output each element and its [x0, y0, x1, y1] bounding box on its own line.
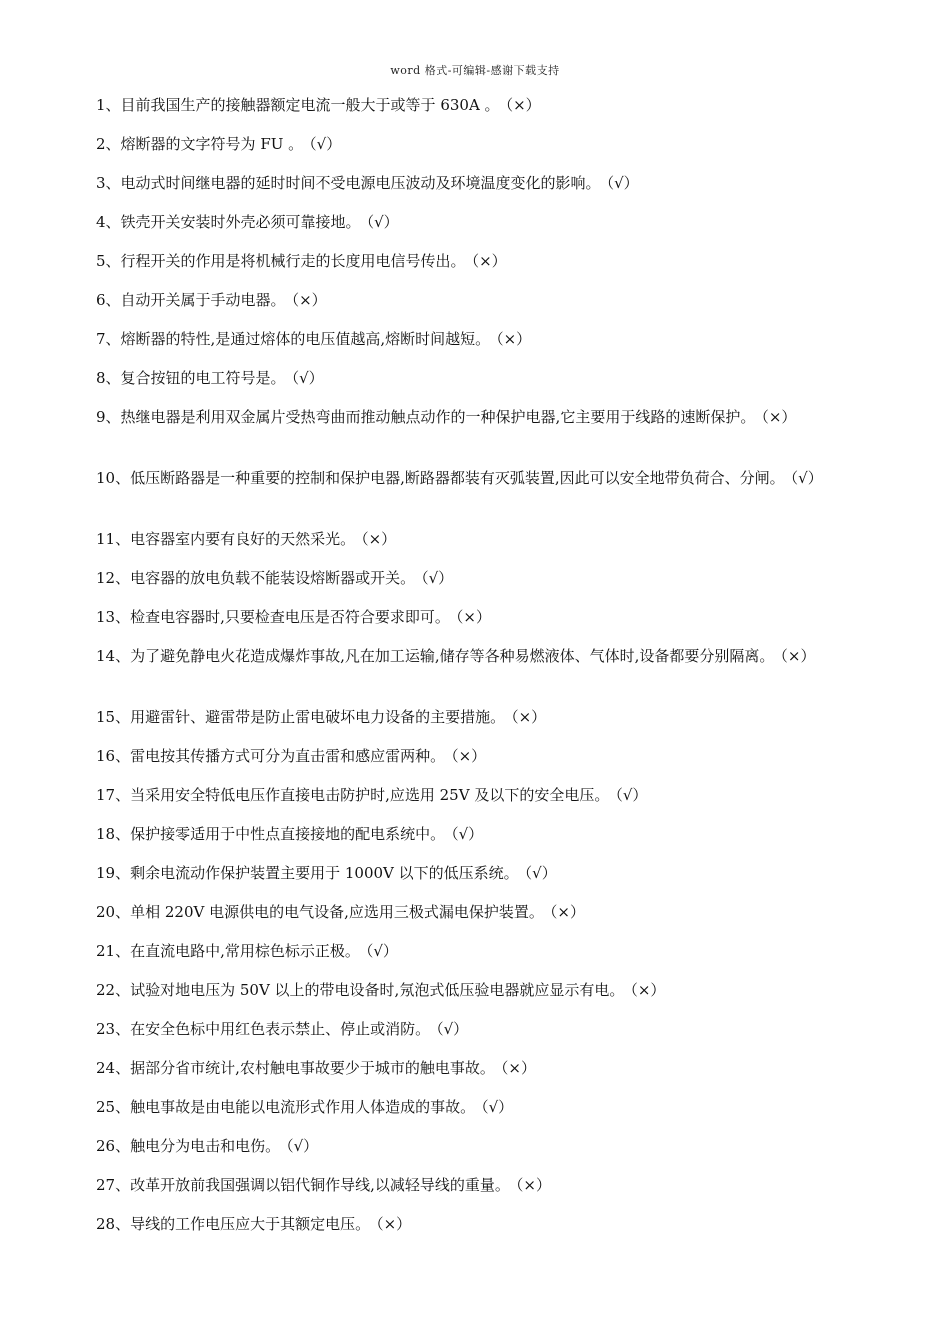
item-text-container	[130, 528, 876, 567]
item-text: 改革开放前我国强调以铝代铜作导线,以减轻导线的重量。	[130, 1176, 510, 1194]
item-text: 在安全色标中用红色表示禁止、停止或消防。	[130, 1020, 431, 1038]
answer-mark: （×）	[761, 408, 797, 426]
list-item	[96, 901, 876, 940]
list-item	[96, 1135, 876, 1174]
list-item	[96, 94, 876, 133]
list-item	[96, 1096, 876, 1135]
item-text-container	[121, 211, 876, 250]
item-text: 电容器的放电负载不能装设熔断器或开关。	[130, 569, 416, 587]
list-item	[96, 1174, 876, 1213]
item-text: 热继电器是利用双金属片受热弯曲而推动触点动作的一种保护电器,它主要用于线路的速断保护。	[120, 408, 756, 426]
list-item	[96, 940, 876, 979]
item-text-container	[121, 406, 876, 467]
answer-mark: （√）	[524, 864, 557, 882]
item-number: 15、	[96, 708, 131, 726]
item-text: 触电分为电击和电伤。	[130, 1137, 281, 1155]
list-item	[96, 979, 876, 1018]
item-text-container	[130, 862, 876, 901]
item-text: 试验对地电压为 50V 以上的带电设备时,氖泡式低压验电器就应显示有电。	[130, 981, 625, 999]
item-text-container	[130, 1096, 876, 1135]
answer-mark: （√）	[481, 1098, 514, 1116]
item-text-container	[130, 1057, 876, 1096]
item-number: 8、	[96, 369, 121, 387]
answer-mark: （×）	[780, 647, 816, 665]
answer-mark: （×）	[505, 96, 541, 114]
item-text-container	[121, 172, 876, 211]
list-item	[96, 250, 876, 289]
page-header: word 格式-可编辑-感谢下载支持	[390, 64, 560, 77]
list-item	[96, 528, 876, 567]
item-text-container	[130, 467, 876, 528]
answer-mark: （×）	[361, 530, 397, 548]
list-item	[96, 706, 876, 745]
item-text: 自动开关属于手动电器。	[120, 291, 286, 309]
item-text: 触电事故是由电能以电流形式作用人体造成的事故。	[130, 1098, 476, 1116]
item-number: 4、	[96, 213, 121, 231]
item-text: 铁壳开关安装时外壳必须可靠接地。	[120, 213, 361, 231]
item-text: 熔断器的特性,是通过熔体的电压值越高,熔断时间越短。	[120, 330, 491, 348]
item-text: 行程开关的作用是将机械行走的长度用电信号传出。	[120, 252, 466, 270]
item-number: 6、	[96, 291, 121, 309]
item-text: 电动式时间继电器的延时时间不受电源电压波动及环境温度变化的影响。	[120, 174, 601, 192]
answer-mark: （×）	[291, 291, 327, 309]
list-item	[96, 467, 876, 528]
item-number: 11、	[96, 530, 131, 548]
list-item	[96, 745, 876, 784]
item-text-container	[130, 901, 876, 940]
item-text: 熔断器的文字符号为 FU 。	[120, 135, 304, 153]
item-number: 22、	[96, 981, 131, 999]
item-text: 导线的工作电压应大于其额定电压。	[130, 1215, 371, 1233]
answer-mark: （√）	[309, 135, 342, 153]
item-text: 检查电容器时,只要检查电压是否符合要求即可。	[130, 608, 450, 626]
answer-mark: （√）	[436, 1020, 469, 1038]
item-text: 雷电按其传播方式可分为直击雷和感应雷两种。	[130, 747, 446, 765]
answer-mark: （√）	[286, 1137, 319, 1155]
list-item	[96, 406, 876, 467]
item-number: 3、	[96, 174, 121, 192]
item-number: 12、	[96, 569, 131, 587]
item-number: 24、	[96, 1059, 131, 1077]
item-number: 16、	[96, 747, 131, 765]
item-text-container	[121, 133, 876, 172]
item-text-container	[121, 367, 876, 406]
item-text-container	[130, 784, 876, 823]
list-item	[96, 1018, 876, 1057]
list-item	[96, 862, 876, 901]
list-item	[96, 1213, 876, 1252]
answer-mark: （×）	[500, 1059, 536, 1077]
item-text-container	[130, 979, 876, 1018]
item-number: 23、	[96, 1020, 131, 1038]
item-number: 1、	[96, 96, 121, 114]
answer-mark: （×）	[496, 330, 532, 348]
answer-mark: （√）	[366, 213, 399, 231]
item-text: 低压断路器是一种重要的控制和保护电器,断路器都装有灭弧装置,因此可以安全地带负荷合、分闸。	[130, 469, 785, 487]
item-number: 7、	[96, 330, 121, 348]
answer-mark: （√）	[421, 569, 454, 587]
item-number: 25、	[96, 1098, 131, 1116]
item-text: 单相 220V 电源供电的电气设备,应选用三极式漏电保护装置。	[130, 903, 544, 921]
item-text-container	[130, 823, 876, 862]
item-text: 在直流电路中,常用棕色标示正极。	[130, 942, 360, 960]
item-text-container	[130, 606, 876, 645]
item-number: 2、	[96, 135, 121, 153]
list-item	[96, 784, 876, 823]
answer-mark: （×）	[471, 252, 507, 270]
item-text: 为了避免静电火花造成爆炸事故,凡在加工运输,储存等各种易燃液体、气体时,设备都要分别隔离。	[130, 647, 775, 665]
item-number: 17、	[96, 786, 131, 804]
answer-mark: （√）	[365, 942, 398, 960]
item-text-container	[121, 250, 876, 289]
answer-mark: （×）	[515, 1176, 551, 1194]
item-number: 14、	[96, 647, 131, 665]
item-text: 电容器室内要有良好的天然采光。	[130, 530, 356, 548]
list-item	[96, 1057, 876, 1096]
item-text-container	[130, 1174, 876, 1213]
answer-mark: （×）	[549, 903, 585, 921]
item-text: 据部分省市统计,农村触电事故要少于城市的触电事故。	[130, 1059, 495, 1077]
item-text-container	[130, 1018, 876, 1057]
item-number: 21、	[96, 942, 131, 960]
item-number: 13、	[96, 608, 131, 626]
answer-mark: （√）	[615, 786, 648, 804]
answer-mark: （×）	[376, 1215, 412, 1233]
item-text-container	[130, 940, 876, 979]
list-item	[96, 211, 876, 250]
item-text: 用避雷针、避雷带是防止雷电破坏电力设备的主要措施。	[130, 708, 506, 726]
answer-mark: （√）	[606, 174, 639, 192]
item-number: 18、	[96, 825, 131, 843]
item-number: 28、	[96, 1215, 131, 1233]
item-number: 20、	[96, 903, 131, 921]
item-text-container	[130, 1213, 876, 1252]
item-number: 19、	[96, 864, 131, 882]
item-text-container	[130, 745, 876, 784]
list-item	[96, 823, 876, 862]
list-item	[96, 606, 876, 645]
list-item	[96, 645, 876, 706]
answer-mark: （×）	[455, 608, 491, 626]
list-item	[96, 133, 876, 172]
item-text-container	[130, 567, 876, 606]
item-text-container	[130, 645, 876, 706]
item-text: 目前我国生产的接触器额定电流一般大于或等于 630A 。	[120, 96, 500, 114]
list-item	[96, 328, 876, 367]
item-text: 当采用安全特低电压作直接电击防护时,应选用 25V 及以下的安全电压。	[130, 786, 610, 804]
item-text-container	[121, 328, 876, 367]
item-text-container	[121, 289, 876, 328]
answer-mark: （√）	[451, 825, 484, 843]
item-text-container	[130, 1135, 876, 1174]
item-number: 10、	[96, 469, 131, 487]
question-list	[96, 94, 876, 1252]
item-text-container	[130, 706, 876, 745]
answer-mark: （×）	[451, 747, 487, 765]
list-item	[96, 567, 876, 606]
answer-mark: （×）	[511, 708, 547, 726]
item-text-container	[121, 94, 876, 133]
item-number: 26、	[96, 1137, 131, 1155]
list-item	[96, 367, 876, 406]
item-text: 保护接零适用于中性点直接接地的配电系统中。	[130, 825, 446, 843]
item-text: 剩余电流动作保护装置主要用于 1000V 以下的低压系统。	[130, 864, 519, 882]
item-number: 27、	[96, 1176, 131, 1194]
item-number: 9、	[96, 408, 121, 426]
list-item	[96, 289, 876, 328]
answer-mark: （×）	[630, 981, 666, 999]
answer-mark: （√）	[790, 469, 823, 487]
list-item	[96, 172, 876, 211]
item-number: 5、	[96, 252, 121, 270]
item-text: 复合按钮的电工符号是。	[120, 369, 286, 387]
answer-mark: （√）	[291, 369, 324, 387]
